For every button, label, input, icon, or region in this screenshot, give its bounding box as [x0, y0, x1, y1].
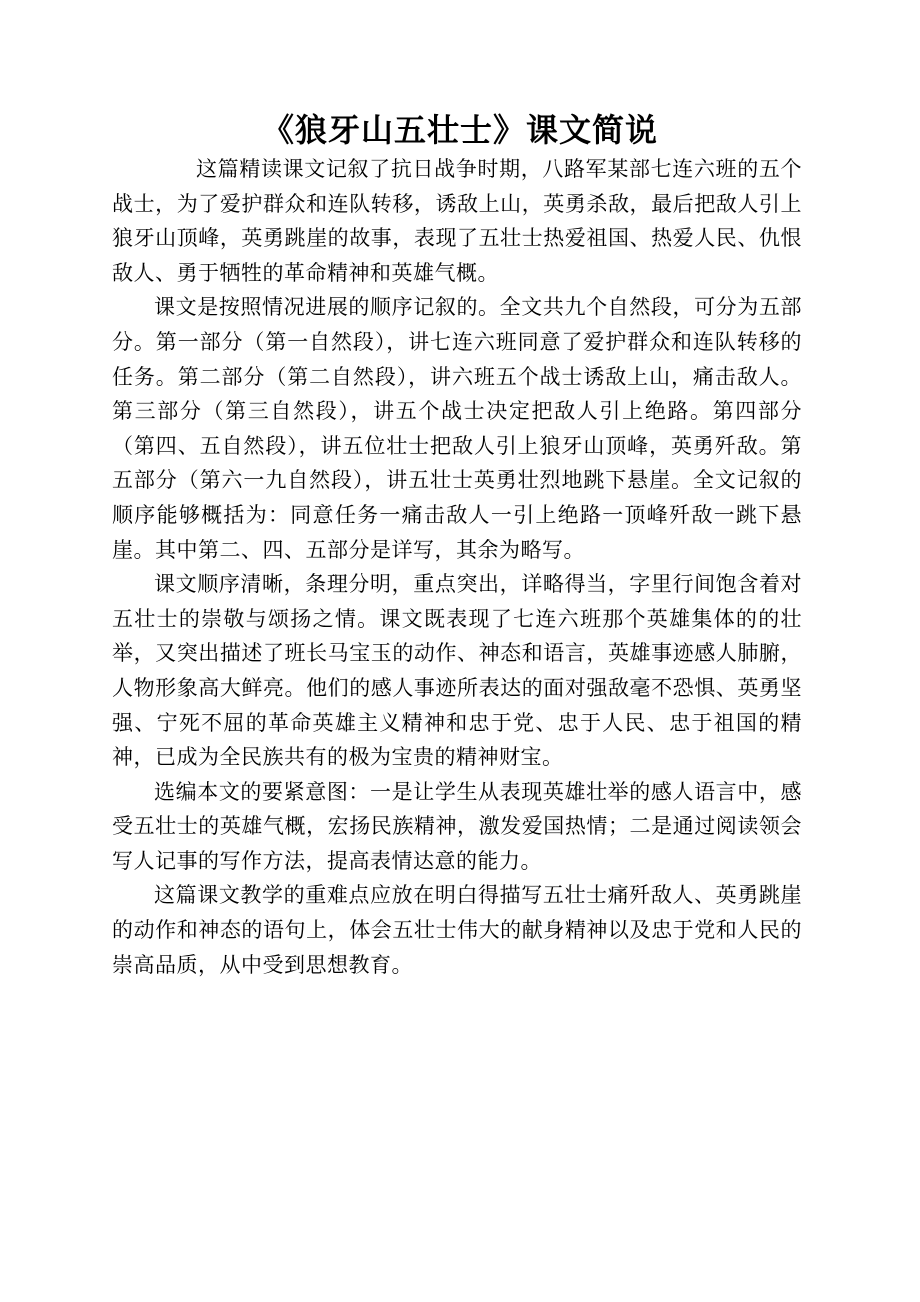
document-title: 《狼牙山五壮士》课文简说: [261, 111, 658, 149]
paragraph-5: 这篇课文教学的重难点应放在明白得描写五壮士痛歼敌人、英勇跳崖的动作和神态的语句上，体会五壮士伟大的献身精神以及忠于党和人民的崇高品质，从中受到思想教育。: [112, 883, 802, 977]
paragraph-3: 课文顺序清晰，条理分明，重点突出，详略得当，字里行间饱含着对五壮士的崇敬与颂扬之情。课文既表现了七连六班那个英雄集体的的壮举，又突出描述了班长马宝玉的动作、神态和语言，英雄事迹感人肺腑，人物形象高大鲜亮。他们的感人事迹所表达的面对强敌毫不恐惧、英勇坚强、宁死不屈的革命英雄主义精神和忠于党、忠于人民、忠于祖国的精神，已成为全民族共有的极为宝贵的精神财宝。: [112, 572, 802, 770]
document-body: [112, 152, 802, 982]
paragraph-1: 这篇精读课文记叙了抗日战争时期，八路军某部七连六班的五个战士，为了爱护群众和连队转移，诱敌上山，英勇杀敌，最后把敌人引上狼牙山顶峰，英勇跳崖的故事，表现了五壮士热爱祖国、热爱人民、仇恨敌人、勇于牺牲的革命精神和英雄气概。: [112, 157, 802, 285]
paragraph-2: 课文是按照情况进展的顺序记叙的。全文共九个自然段，可分为五部分。第一部分（第一自然段），讲七连六班同意了爱护群众和连队转移的任务。第二部分（第二自然段），讲六班五个战士诱敌上山，痛击敌人。第三部分（第三自然段），讲五个战士决定把敌人引上绝路。第四部分（第四、五自然段），讲五位壮士把敌人引上狼牙山顶峰，英勇歼敌。第五部分（第六一九自然段），讲五壮士英勇壮烈地跳下悬崖。全文记叙的顺序能够概括为：同意任务一痛击敌人一引上绝路一顶峰歼敌一跳下悬崖。其中第二、四、五部分是详写，其余为略写。: [112, 295, 802, 562]
paragraph-4: 选编本文的要紧意图：一是让学生从表现英雄壮举的感人语言中，感受五壮士的英雄气概，宏扬民族精神，激发爱国热情；二是通过阅读领会写人记事的写作方法，提高表情达意的能力。: [112, 779, 802, 873]
